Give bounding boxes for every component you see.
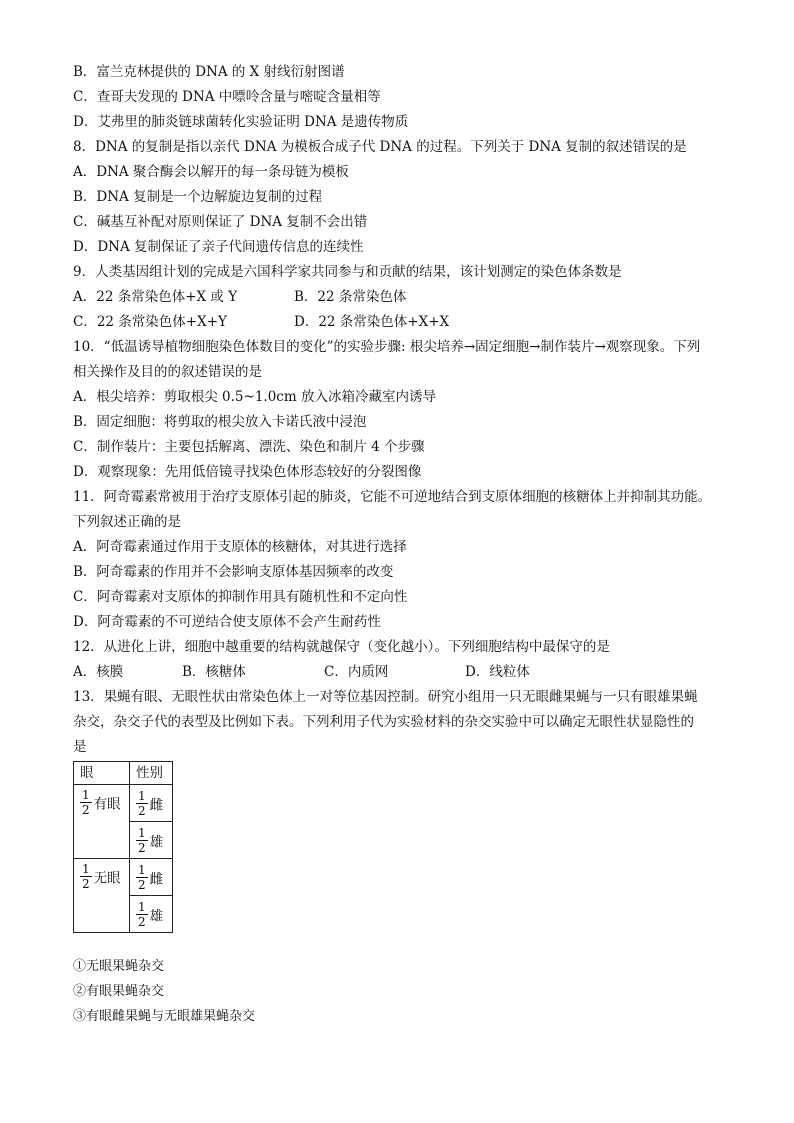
choice-1: ①无眼果蝇杂交 — [73, 959, 165, 974]
sex-cell-male: $\frac{1}{2}$ 雄 — [130, 896, 173, 933]
q13-stem-line1: 13．果蝇有眼、无眼性状由常染色体上一对等位基因控制。研究小组用一只无眼雌果蝇与一只有眼雄果蝇 — [73, 689, 698, 705]
q8-option-b: B．DNA 复制是一个边解旋边复制的过程 — [73, 189, 323, 205]
q10-option-b: B．固定细胞：将剪取的根尖放入卡诺氏液中浸泡 — [73, 414, 367, 430]
q12-option-d: D．线粒体 — [465, 664, 530, 680]
table-row — [74, 785, 173, 822]
q11-stem-line1: 11．阿奇霉素常被用于治疗支原体引起的肺炎，它能不可逆地结合到支原体细胞的核糖体上并抑制其功能。 — [73, 489, 712, 505]
q10-option-d: D．观察现象：先用低倍镜寻找染色体形态较好的分裂图像 — [73, 464, 422, 480]
eye-cell-no: $\frac{1}{2}$ 无眼 — [74, 859, 130, 933]
fraction: $\frac{1}{2}$ — [138, 899, 146, 929]
q9-option-a: A．22 条常染色体+X 或 Y — [73, 289, 238, 305]
q9-stem: 9．人类基因组计划的完成是六国科学家共同参与和贡献的结果，该计划测定的染色体条数是 — [73, 264, 622, 280]
q9-option-d: D．22 条常染色体+X+X — [294, 314, 450, 330]
q11-option-b: B．阿奇霉素的作用并不会影响支原体基因频率的改变 — [73, 564, 394, 580]
q12-option-c: C．内质网 — [324, 664, 389, 680]
q8-option-c: C．碱基互补配对原则保证了 DNA 复制不会出错 — [73, 214, 368, 230]
q8-option-a: A．DNA 聚合酶会以解开的每一条母链为模板 — [73, 164, 349, 180]
phenotype-ratio-table — [73, 761, 173, 933]
sex-cell-male: $\frac{1}{2}$ 雄 — [130, 822, 173, 859]
q8-stem: 8．DNA 的复制是指以亲代 DNA 为模板合成子代 DNA 的过程。下列关于 DNA 复制的叙述错误的是 — [73, 139, 687, 155]
q9-option-b: B．22 条常染色体 — [294, 289, 407, 305]
q11-option-d: D．阿奇霉素的不可逆结合使支原体不会产生耐药性 — [73, 614, 381, 630]
fraction: $\frac{1}{2}$ — [82, 788, 90, 817]
q10-stem-line2: 相关操作及目的的叙述错误的是 — [73, 364, 262, 380]
fraction: $\frac{1}{2}$ — [138, 862, 146, 892]
q9-option-c: C．22 条常染色体+X+Y — [73, 314, 227, 330]
q12-option-b: B．核糖体 — [182, 664, 246, 680]
q11-option-c: C．阿奇霉素对支原体的抑制作用具有随机性和不定向性 — [73, 589, 408, 605]
q13-stem-line2: 杂交，杂交子代的表型及比例如下表。下列利用子代为实验材料的杂交实验中可以确定无眼性状显隐性的 — [73, 714, 694, 730]
table-header-row — [74, 762, 173, 785]
q13-stem-line3: 是 — [73, 739, 87, 755]
q11-option-a: A．阿奇霉素通过作用于支原体的核糖体，对其进行选择 — [73, 539, 407, 555]
q10-option-c: C．制作装片：主要包括解离、漂洗、染色和制片 4 个步骤 — [73, 439, 425, 455]
table-header-sex: 性别 — [130, 762, 173, 785]
sex-cell-female: $\frac{1}{2}$ 雌 — [130, 785, 173, 822]
table-row — [74, 859, 173, 896]
q10-option-a: A．根尖培养：剪取根尖 0.5~1.0cm 放入冰箱冷藏室内诱导 — [73, 389, 436, 405]
choice-3: ③有眼雌果蝇与无眼雄果蝇杂交 — [73, 1009, 256, 1024]
q12-stem: 12．从进化上讲，细胞中越重要的结构就越保守（变化越小）。下列细胞结构中最保守的是 — [73, 639, 610, 655]
fraction: $\frac{1}{2}$ — [138, 788, 146, 818]
q7-option-b: B．富兰克林提供的 DNA 的 X 射线衍射图谱 — [73, 64, 345, 80]
q10-stem-line1: 10．“低温诱导植物细胞染色体数目的变化”的实验步骤: 根尖培养→固定细胞→制作装片→观察现象。下列 — [73, 339, 701, 355]
q8-option-d: D．DNA 复制保证了亲子代间遗传信息的连续性 — [73, 239, 364, 255]
sex-cell-female: $\frac{1}{2}$ 雌 — [130, 859, 173, 896]
fraction: $\frac{1}{2}$ — [82, 862, 90, 891]
eye-cell-yes: $\frac{1}{2}$ 有眼 — [74, 785, 130, 859]
fraction: $\frac{1}{2}$ — [138, 825, 146, 855]
q11-stem-line2: 下列叙述正确的是 — [73, 514, 181, 530]
q7-option-c: C．查哥夫发现的 DNA 中嘌呤含量与嘧啶含量相等 — [73, 89, 381, 105]
q12-option-a: A．核膜 — [73, 664, 124, 680]
table-header-eye: 眼 — [74, 762, 130, 785]
choice-2: ②有眼果蝇杂交 — [73, 984, 165, 999]
q7-option-d: D．艾弗里的肺炎链球菌转化实验证明 DNA 是遗传物质 — [73, 114, 409, 130]
